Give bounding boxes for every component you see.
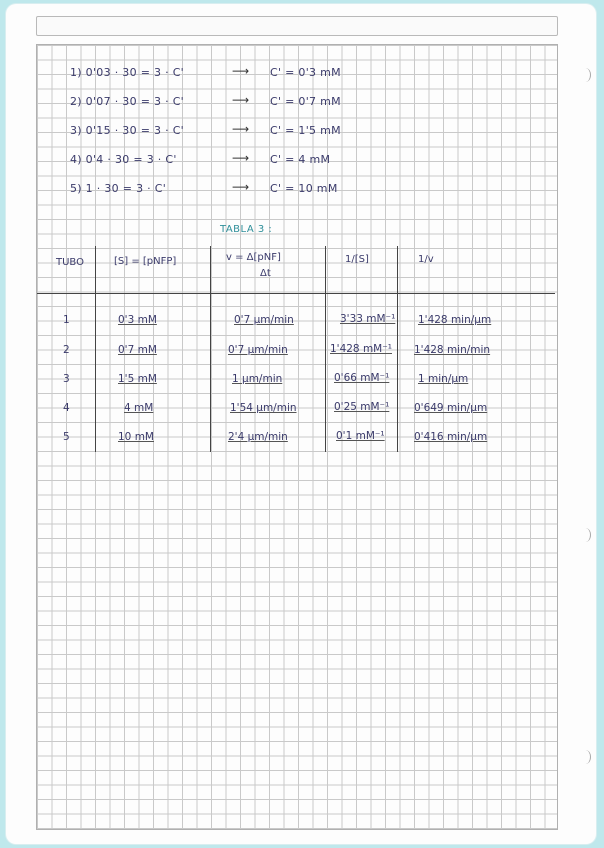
cell-inverse-velocity: 1'428 min/µm xyxy=(418,314,492,326)
arrow-icon: ⟶ xyxy=(232,122,250,136)
cell-inverse-substrate: 0'1 mM⁻¹ xyxy=(336,430,385,442)
binder-hole-mark xyxy=(580,528,591,542)
binder-hole-mark xyxy=(580,750,591,764)
equation-lhs: 4) 0'4 · 30 = 3 · C' xyxy=(70,153,177,166)
cell-velocity: 1'54 µm/min xyxy=(230,402,297,414)
equation-rhs: C' = 0'7 mM xyxy=(270,95,341,108)
cell-inverse-substrate: 0'25 mM⁻¹ xyxy=(334,401,390,413)
cell-inverse-velocity: 0'416 min/µm xyxy=(414,431,488,443)
cell-substrate: 4 mM xyxy=(124,402,154,414)
table-header-rule xyxy=(37,293,555,294)
arrow-icon: ⟶ xyxy=(232,93,250,107)
table-column-rule xyxy=(325,246,326,452)
cell-velocity: 0'7 µm/min xyxy=(228,344,288,356)
header-tubo: TUBO xyxy=(56,257,84,268)
equation-lhs: 2) 0'07 · 30 = 3 · C' xyxy=(70,95,184,108)
header-velocity: v = Δ[pNF] xyxy=(226,252,281,263)
page-header-box xyxy=(36,16,558,36)
cell-tubo: 3 xyxy=(63,373,70,385)
arrow-icon: ⟶ xyxy=(232,180,250,194)
table-title: TABLA 3 : xyxy=(220,224,273,235)
cell-inverse-substrate: 0'66 mM⁻¹ xyxy=(334,372,390,384)
header-inverse-velocity: 1/v xyxy=(418,254,434,265)
header-velocity-denominator: Δt xyxy=(260,268,271,279)
header-substrate: [S] = [pNFP] xyxy=(114,256,177,267)
cell-inverse-velocity: 1'428 min/min xyxy=(414,344,491,356)
cell-substrate: 0'3 mM xyxy=(118,314,157,326)
equation-rhs: C' = 1'5 mM xyxy=(270,124,341,137)
equation-lhs: 5) 1 · 30 = 3 · C' xyxy=(70,182,167,195)
cell-inverse-velocity: 1 min/µm xyxy=(418,373,469,385)
cell-substrate: 10 mM xyxy=(118,431,154,443)
cell-substrate: 0'7 mM xyxy=(118,344,157,356)
arrow-icon: ⟶ xyxy=(232,151,250,165)
table-column-rule xyxy=(95,246,96,452)
cell-inverse-substrate: 1'428 mM⁻¹ xyxy=(330,343,392,355)
equation-lhs: 1) 0'03 · 30 = 3 · C' xyxy=(70,66,184,79)
table-column-rule xyxy=(397,246,398,452)
cell-velocity: 1 µm/min xyxy=(232,373,283,385)
equation-rhs: C' = 0'3 mM xyxy=(270,66,341,79)
equation-rhs: C' = 10 mM xyxy=(270,182,338,195)
cell-velocity: 0'7 µm/min xyxy=(234,314,294,326)
equation-rhs: C' = 4 mM xyxy=(270,153,331,166)
cell-velocity: 2'4 µm/min xyxy=(228,431,288,443)
cell-substrate: 1'5 mM xyxy=(118,373,157,385)
cell-inverse-velocity: 0'649 min/µm xyxy=(414,402,488,414)
header-inverse-substrate: 1/[S] xyxy=(345,254,369,265)
cell-inverse-substrate: 3'33 mM⁻¹ xyxy=(340,313,396,325)
binder-hole-mark xyxy=(580,68,591,82)
table-column-rule xyxy=(210,246,211,452)
cell-tubo: 4 xyxy=(63,402,70,414)
cell-tubo: 1 xyxy=(63,314,70,326)
cell-tubo: 2 xyxy=(63,344,70,356)
equation-lhs: 3) 0'15 · 30 = 3 · C' xyxy=(70,124,184,137)
arrow-icon: ⟶ xyxy=(232,64,250,78)
cell-tubo: 5 xyxy=(63,431,70,443)
